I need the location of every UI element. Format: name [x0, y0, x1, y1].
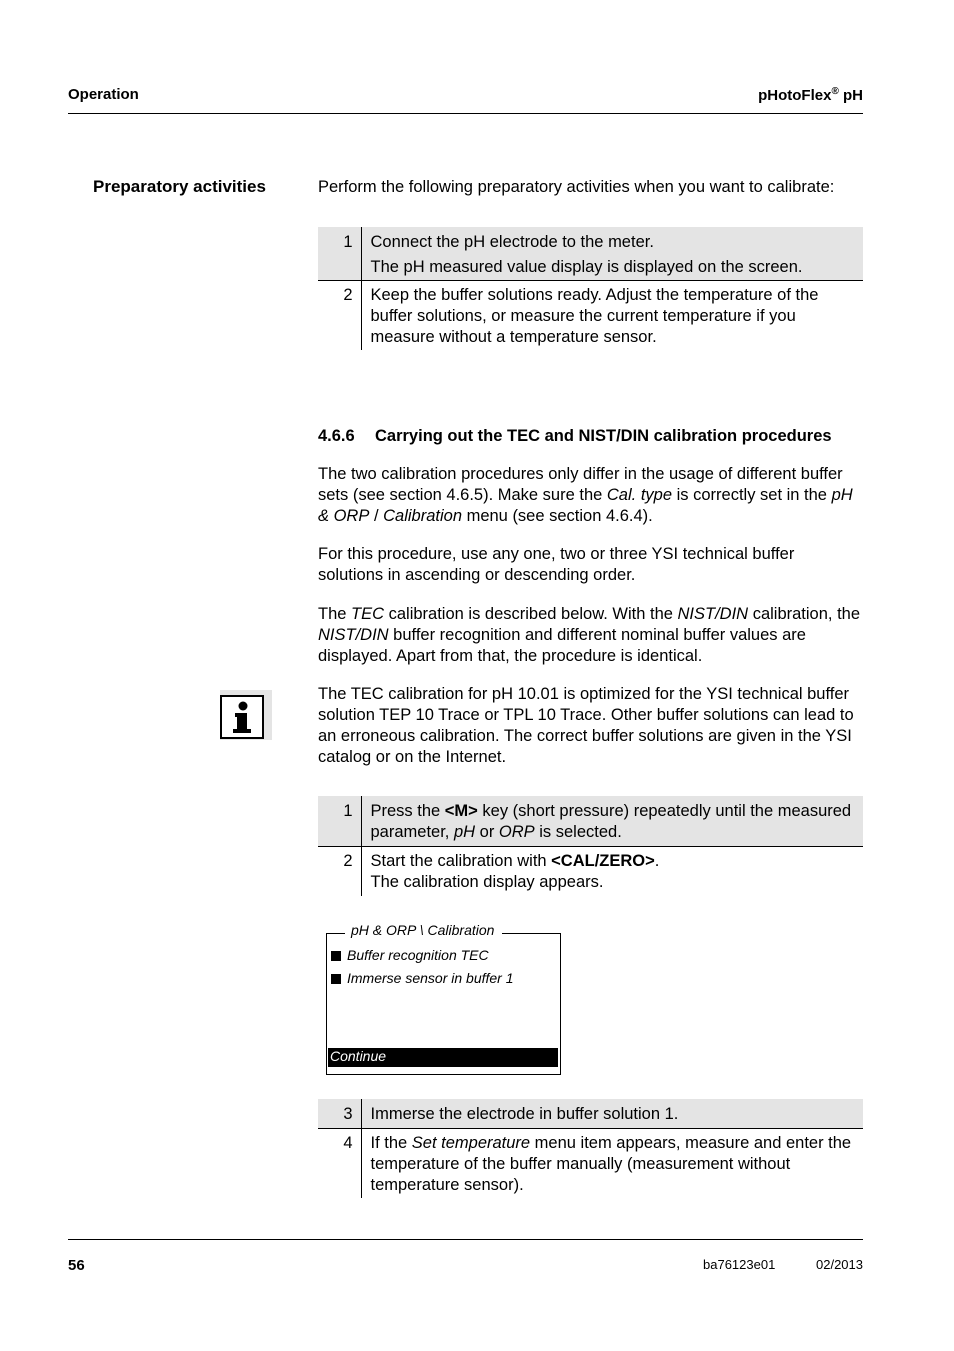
display-line: Buffer recognition TEC: [331, 947, 489, 963]
step-row: [318, 227, 863, 280]
step-number: 1: [318, 796, 361, 846]
step-text: Keep the buffer solutions ready. Adjust the temperature of the buffer solutions, or measure the current temperature if you measure without a temperature sensor.: [361, 280, 863, 350]
display-line: Immerse sensor in buffer 1: [331, 970, 514, 986]
document-date: 02/2013: [816, 1257, 863, 1272]
step-result-text: The pH measured value display is displayed on the screen.: [370, 258, 803, 276]
step-text: Immerse the electrode in buffer solution 1.: [361, 1099, 863, 1128]
step-text: If the Set temperature menu item appears, measure and enter the temperature of the buffer manually (measurement without temperature sensor).: [361, 1128, 863, 1198]
step-row: [318, 846, 863, 896]
paragraph-tec-description: The TEC calibration is described below. With the NIST/DIN calibration, the NIST/DIN buffer recognition and different nominal buffer values are displayed. Apart from that, the procedure is identical.: [318, 605, 861, 665]
preparatory-steps-table: [318, 227, 863, 350]
step-text: Start the calibration with <CAL/ZERO>. The calibration display appears.: [361, 846, 863, 896]
step-text: Connect the pH electrode to the meter.: [370, 233, 654, 251]
step-row: [318, 280, 863, 350]
footer-rule: [68, 1239, 863, 1240]
preparatory-intro: Perform the following preparatory activities when you want to calibrate:: [318, 178, 835, 196]
registered-mark: ®: [831, 86, 839, 97]
header-rule: [68, 113, 863, 114]
step-row: [318, 1099, 863, 1128]
step-text: Press the <M> key (short pressure) repeatedly until the measured parameter, pH or ORP is selected.: [361, 796, 863, 846]
step-row: [318, 796, 863, 846]
section-number: 4.6.6: [318, 427, 355, 445]
header-section-title: Operation: [68, 86, 139, 103]
page-number: 56: [68, 1257, 85, 1274]
calibration-steps-table-2: [318, 1099, 863, 1198]
bullet-square-icon: [331, 951, 341, 961]
header-product-name: [758, 86, 863, 104]
document-id: ba76123e01: [703, 1257, 776, 1272]
continue-softkey[interactable]: Continue: [328, 1048, 558, 1067]
step-number: 3: [318, 1099, 361, 1128]
info-icon: [220, 690, 272, 740]
step-number: 2: [318, 280, 361, 350]
info-note-text: The TEC calibration for pH 10.01 is optimized for the YSI technical buffer solution TEP 10 Trace or TPL 10 Trace. Other buffer solutions can lead to an erroneous calibration. The correct buffer solutions are given in the YSI catalog or on the Internet.: [318, 685, 854, 766]
step-row: [318, 1128, 863, 1198]
paragraph-procedure: For this procedure, use any one, two or three YSI technical buffer solutions in ascending or descending order.: [318, 545, 795, 584]
paragraph-buffer-sets: The two calibration procedures only differ in the usage of different buffer sets (see section 4.6.5). Make sure the Cal. type is correctly set in the pH & ORP / Calibration menu (see section 4.6.4).: [318, 465, 853, 525]
calibration-display: [326, 922, 561, 1075]
product-name: pHotoFlex: [758, 87, 832, 104]
product-suffix: pH: [838, 87, 863, 104]
step-number: 1: [318, 227, 361, 280]
display-title: pH & ORP \ Calibration: [345, 922, 502, 938]
bullet-square-icon: [331, 974, 341, 984]
section-heading: [318, 427, 832, 446]
step-number: 4: [318, 1128, 361, 1198]
side-label-preparatory: Preparatory activities: [93, 177, 266, 196]
calibration-steps-table: [318, 796, 863, 896]
section-title: Carrying out the TEC and NIST/DIN calibration procedures: [375, 427, 832, 445]
step-number: 2: [318, 846, 361, 896]
